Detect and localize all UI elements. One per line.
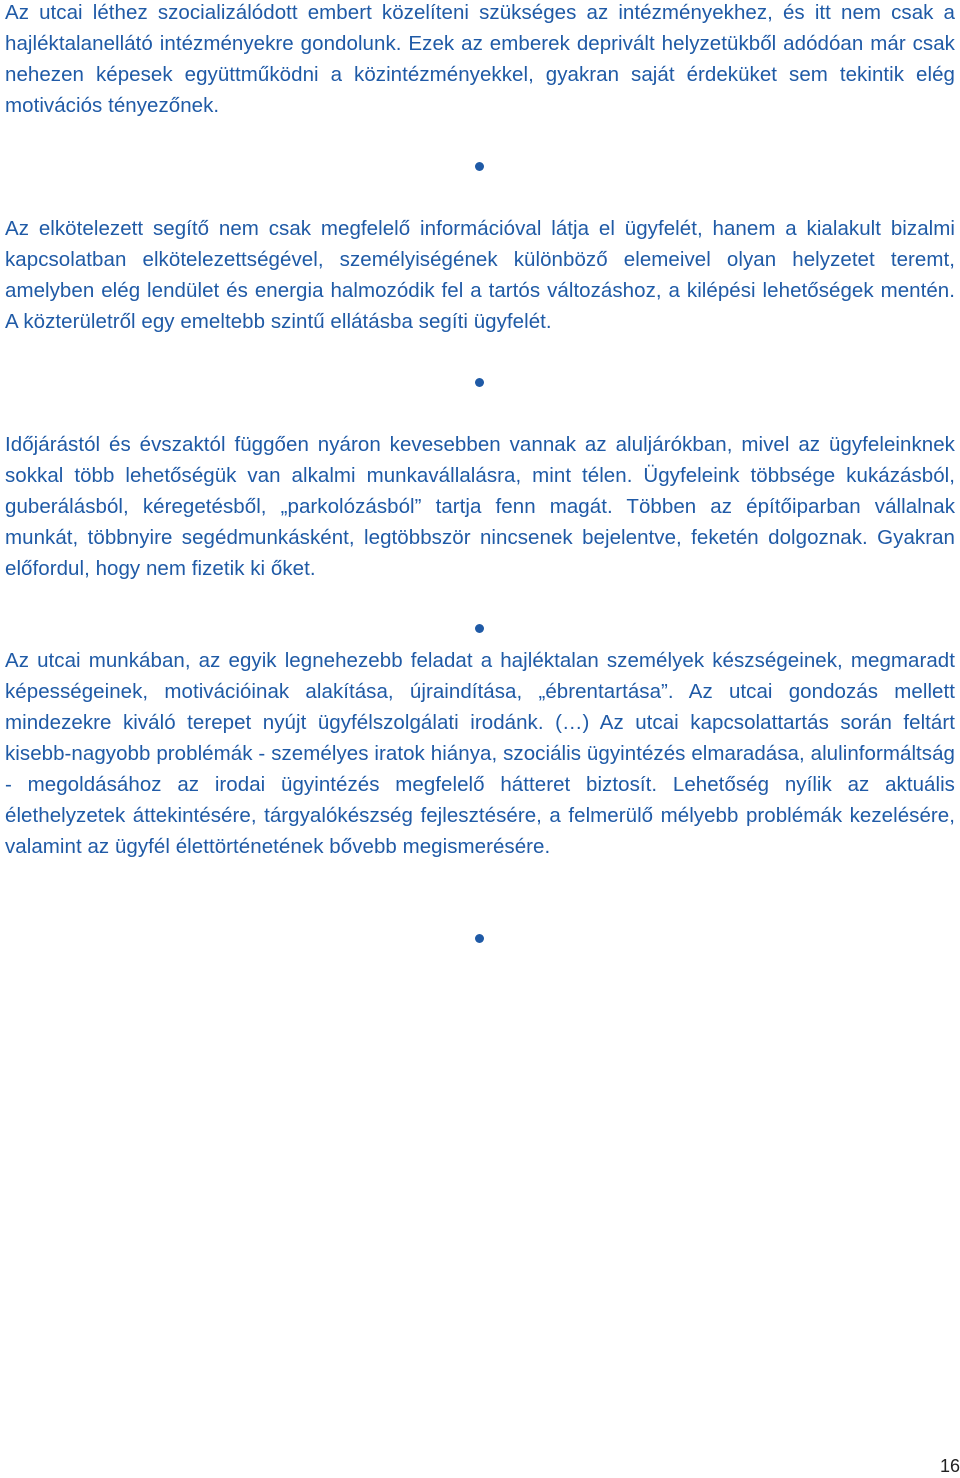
paragraph-4: Az utcai munkában, az egyik legnehezebb feladat a hajléktalan személyek készségeinek, megmaradt képességeinek, motivációinak alakítása, újraindítása, „ébrentartása”. Az utcai gondozás mellett mindezekre kiváló terepet nyújt ügyfélszolgálati irodánk. (…) Az utcai kapcsolattartás során feltárt kisebb-nagyobb problémák - személyes iratok hiánya, szociális ügyintézés elmaradása, alulinformáltság - megoldásához az irodai ügyintézés megfelelő hátteret biztosít. Lehetőség nyílik az aktuális élethelyzetek áttekintésére, tárgyalókészség fejlesztésére, a felmerülő mélyebb problémák kezelésére, valamint az ügyfél élettörténetének bővebb megismerésére. [5,649,955,858]
bullet-separator-4 [475,934,484,943]
bullet-separator-3 [475,624,484,633]
paragraph-1: Az utcai léthez szocializálódott embert közelíteni szükséges az intézményekhez, és itt nem csak a hajléktalanellátó intézményekre gondolunk. Ezek az emberek deprivált helyzetükből adódóan már csak nehezen képesek együttműködni a közintézményekkel, gyakran saját érdeküket sem tekintik elég motivációs tényezőnek. [5,1,955,117]
bullet-separator-2 [475,378,484,387]
paragraph-3: Időjárástól és évszaktól függően nyáron kevesebben vannak az aluljárókban, mivel az ügyfeleinknek sokkal több lehetőségük van alkalmi munkavállalásra, mint télen. Ügyfeleink többsége kukázásból, guberálásból, kéregetésből, „parkolózásból” tartja fenn magát. Többen az építőiparban vállalnak munkát, többnyire segédmunkásként, legtöbbször nincsenek bejelentve, feketén dolgoznak. Gyakran előfordul, hogy nem fizetik ki őket. [5,433,955,580]
page-number: 16 [939,1456,960,1476]
bullet-separator-1 [475,162,484,171]
paragraph-2: Az elkötelezett segítő nem csak megfelelő információval látja el ügyfelét, hanem a kialakult bizalmi kapcsolatban elkötelezettségével, személyiségének különböző elemeivel olyan helyzetet teremt, amelyben elég lendület és energia halmozódik fel a tartós változáshoz, a kilépési lehetőségek mentén. A közterületről egy emeltebb szintű ellátásba segíti ügyfelét. [5,217,955,333]
